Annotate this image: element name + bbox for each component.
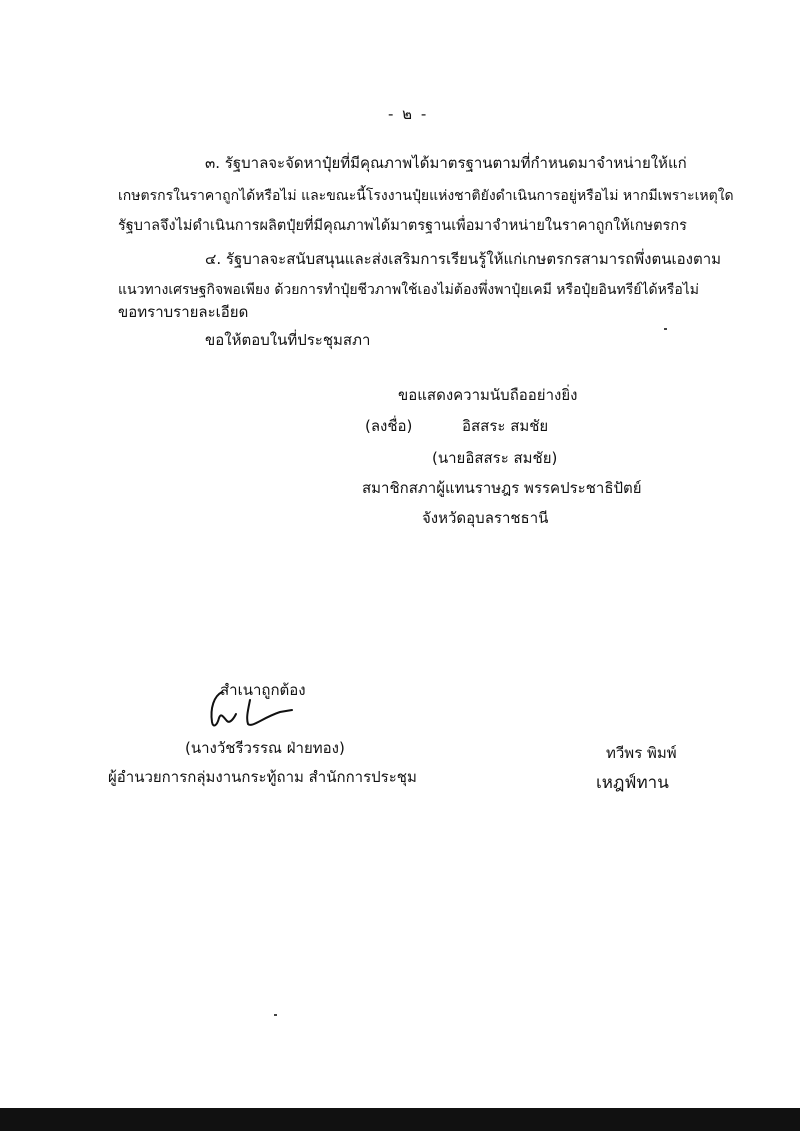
- answer-request: ขอให้ตอบในที่ประชุมสภา: [205, 331, 371, 349]
- scan-speck: [274, 1014, 277, 1016]
- question-3-line-3: รัฐบาลจึงไม่ดำเนินการผลิตปุ๋ยที่มีคุณภาพได้มาตรฐานเพื่อมาจำหน่ายในราคาถูกให้เกษตรกร: [118, 218, 687, 234]
- question-3-line-1: ๓. รัฐบาลจะจัดหาปุ๋ยที่มีคุณภาพได้มาตรฐานตามที่กำหนดมาจำหน่ายให้แก่: [205, 154, 687, 172]
- signer-name: อิสสระ สมชัย: [462, 417, 549, 435]
- typist-label: ทวีพร พิมพ์: [606, 744, 677, 762]
- sign-label: (ลงชื่อ): [365, 417, 413, 435]
- page-number: - ๒ -: [388, 105, 429, 123]
- question-4-line-1: ๔. รัฐบาลจะสนับสนุนและส่งเสริมการเรียนรู้ให้แก่เกษตรกรสามารถพึ่งตนเองตาม: [205, 250, 722, 268]
- handwritten-signature: [200, 688, 300, 733]
- question-4-line-2: แนวทางเศรษฐกิจพอเพียง ด้วยการทำปุ๋ยชีวภาพใช้เองไม่ต้องพึ่งพาปุ๋ยเคมี หรือปุ๋ยอินทรีย์ได้หรือไม่: [118, 282, 699, 298]
- certifier-title: ผู้อำนวยการกลุ่มงานกระทู้ถาม สำนักการประชุม: [108, 768, 417, 786]
- closing-regards: ขอแสดงความนับถืออย่างยิ่ง: [398, 386, 578, 404]
- signer-province: จังหวัดอุบลราชธานี: [422, 509, 549, 527]
- signer-position: สมาชิกสภาผู้แทนราษฎร พรรคประชาธิปัตย์: [362, 479, 642, 497]
- scan-speck: [664, 328, 667, 330]
- certifier-name: (นางวัชรีวรรณ ฝ่ายทอง): [185, 739, 345, 757]
- signer-name-paren: (นายอิสสระ สมชัย): [432, 449, 558, 467]
- certified-copy-label: สำเนาถูกต้อง: [220, 681, 306, 699]
- question-3-line-2: เกษตรกรในราคาถูกได้หรือไม่ และขณะนี้โรงงานปุ๋ยแห่งชาติยังดำเนินการอยู่หรือไม่ หากมีเพราะเหตุใด: [118, 188, 734, 204]
- scan-border-bar: [0, 1108, 800, 1131]
- question-4-line-3: ขอทราบรายละเอียด: [118, 303, 249, 321]
- checker-label: เหฎฟ์ทาน: [596, 773, 669, 793]
